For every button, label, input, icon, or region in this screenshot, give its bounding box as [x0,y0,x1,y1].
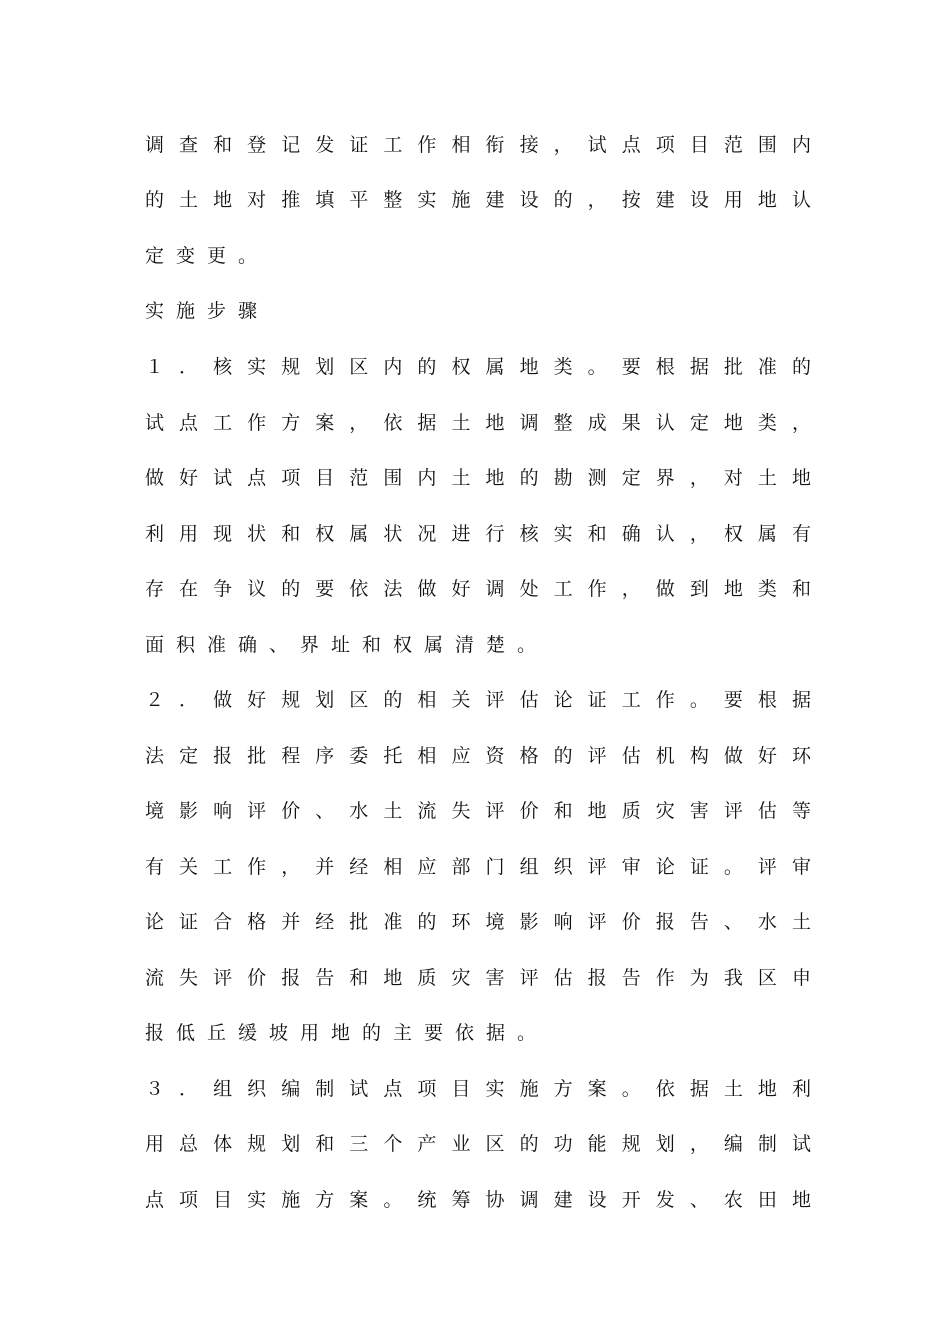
section-heading: 实施步骤 [145,300,270,322]
text-line: 用总体规划和三个产业区的功能规划，编制试 [145,1133,811,1155]
text-line: 点项目实施方案。统筹协调建设开发、农田地 [145,1189,811,1211]
text-line: 调查和登记发证工作相衔接，试点项目范围内 [145,134,811,156]
text-line: 试点工作方案，依据土地调整成果认定地类， [145,412,811,434]
text-line: 利用现状和权属状况进行核实和确认，权属有 [145,523,811,545]
text-line: 的土地对推填平整实施建设的，按建设用地认 [145,189,811,211]
text-line: 定变更。 [145,245,270,267]
text-line: 有关工作，并经相应部门组织评审论证。评审 [145,856,811,878]
text-line: 存在争议的要依法做好调处工作，做到地类和 [145,578,811,600]
text-line: ２．做好规划区的相关评估论证工作。要根据 [145,689,811,711]
text-line: １．核实规划区内的权属地类。要根据批准的 [145,356,811,378]
text-line: 论证合格并经批准的环境影响评价报告、水土 [145,911,811,933]
text-line: 报低丘缓坡用地的主要依据。 [145,1022,549,1044]
text-line: 境影响评价、水土流失评价和地质灾害评估等 [145,800,811,822]
text-line: 面积准确、界址和权属清楚。 [145,634,549,656]
text-line: 法定报批程序委托相应资格的评估机构做好环 [145,745,811,767]
text-line: ３．组织编制试点项目实施方案。依据土地利 [145,1078,811,1100]
text-line: 流失评价报告和地质灾害评估报告作为我区申 [145,967,811,989]
text-line: 做好试点项目范围内土地的勘测定界，对土地 [145,467,811,489]
